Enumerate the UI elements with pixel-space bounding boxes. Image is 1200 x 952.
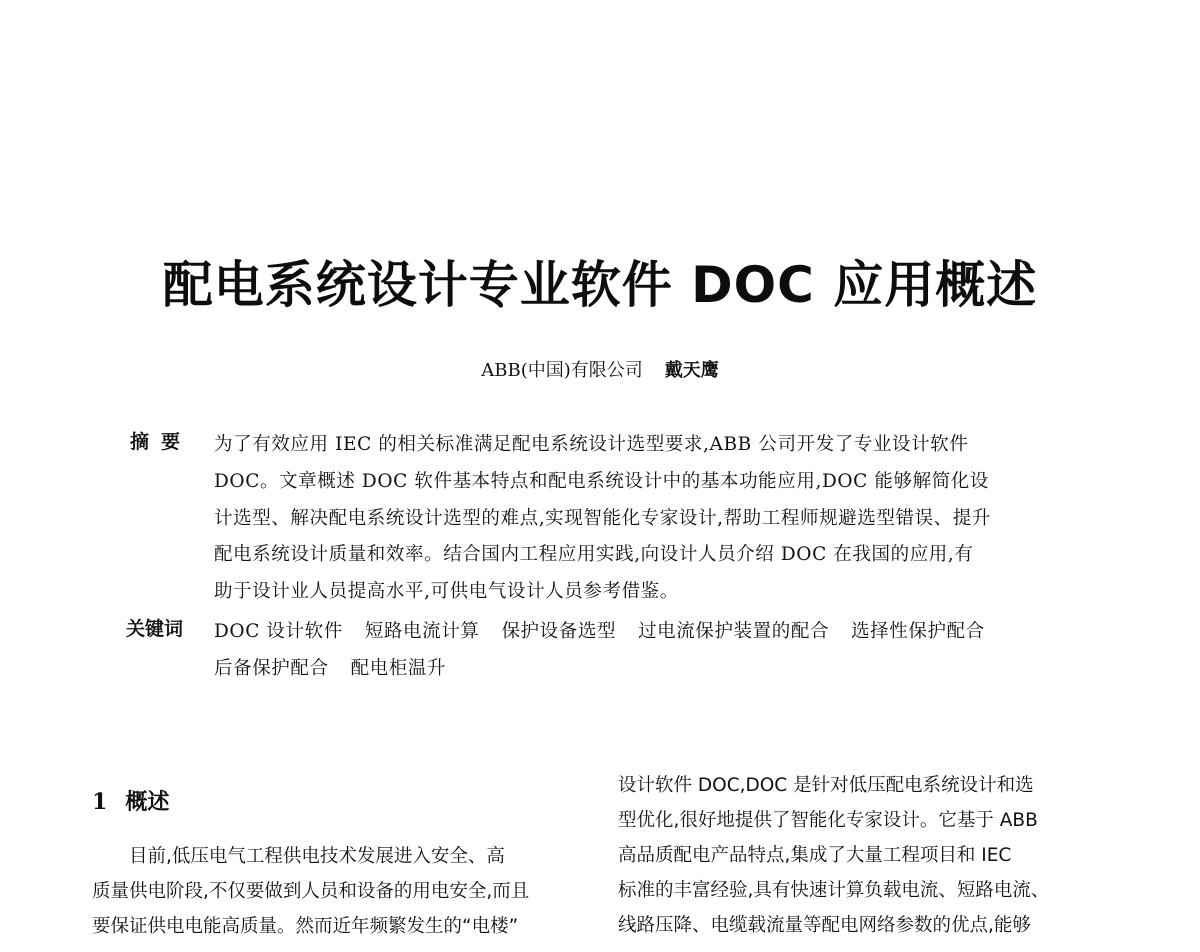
keyword: DOC 设计软件 — [214, 621, 343, 642]
keywords-row — [214, 651, 1084, 688]
abstract-line: 计选型、解决配电系统设计选型的难点,实现智能化专家设计,帮助工程师规避选型错误、提升 — [214, 507, 991, 529]
body-line: 标准的丰富经验,具有快速计算负载电流、短路电流、 — [618, 880, 1050, 901]
section-heading — [92, 786, 169, 819]
body-line: 目前,低压电气工程供电技术发展进入安全、高 — [92, 846, 505, 867]
paper-title: 配电系统设计专业软件 DOC 应用概述 — [162, 256, 1038, 314]
right-column — [618, 768, 1108, 943]
abstract-line: 配电系统设计质量和效率。结合国内工程应用实践,向设计人员介绍 DOC 在我国的应用,有 — [214, 544, 974, 566]
section-number: 1 — [92, 789, 108, 815]
abstract-body — [214, 427, 1070, 611]
body-line: 质量供电阶段,不仅要做到人员和设备的用电安全,而且 — [92, 881, 530, 902]
keyword: 过电流保护装置的配合 — [638, 621, 830, 642]
abstract-line: DOC。文章概述 DOC 软件基本特点和配电系统设计中的基本功能应用,DOC 能够解简化设 — [214, 470, 989, 492]
keywords-list — [214, 614, 1084, 688]
body-line: 高品质配电产品特点,集成了大量工程项目和 IEC — [618, 845, 1012, 866]
body-line: 线路压降、电缆载流量等配电网络参数的优点,能够 — [618, 915, 1031, 936]
left-column — [92, 839, 580, 944]
body-line: 型优化,很好地提供了智能化专家设计。它基于 ABB — [618, 810, 1038, 831]
keyword: 后备保护配合 — [214, 657, 329, 679]
keyword: 短路电流计算 — [364, 621, 480, 642]
author-name: 戴天鹰 — [664, 360, 719, 381]
keywords-label: 关键词 — [126, 618, 184, 640]
body-line: 设计软件 DOC,DOC 是针对低压配电系统设计和选 — [618, 775, 1034, 796]
abstract-line: 为了有效应用 IEC 的相关标准满足配电系统设计选型要求,ABB 公司开发了专业设计软件 — [214, 434, 969, 455]
keywords-row — [214, 614, 1084, 651]
affiliation: ABB(中国)有限公司 — [481, 360, 643, 381]
body-line: 要保证供电电能高质量。然而近年频繁发生的“电楼” — [92, 916, 519, 937]
section-title: 概述 — [125, 790, 170, 815]
keyword: 保护设备选型 — [501, 621, 617, 642]
keyword: 配电柜温升 — [350, 657, 447, 679]
keyword: 选择性保护配合 — [851, 621, 985, 642]
abstract-label: 摘要 — [130, 431, 193, 453]
abstract-line: 助于设计业人员提高水平,可供电气设计人员参考借鉴。 — [214, 581, 679, 603]
byline — [0, 358, 1200, 384]
